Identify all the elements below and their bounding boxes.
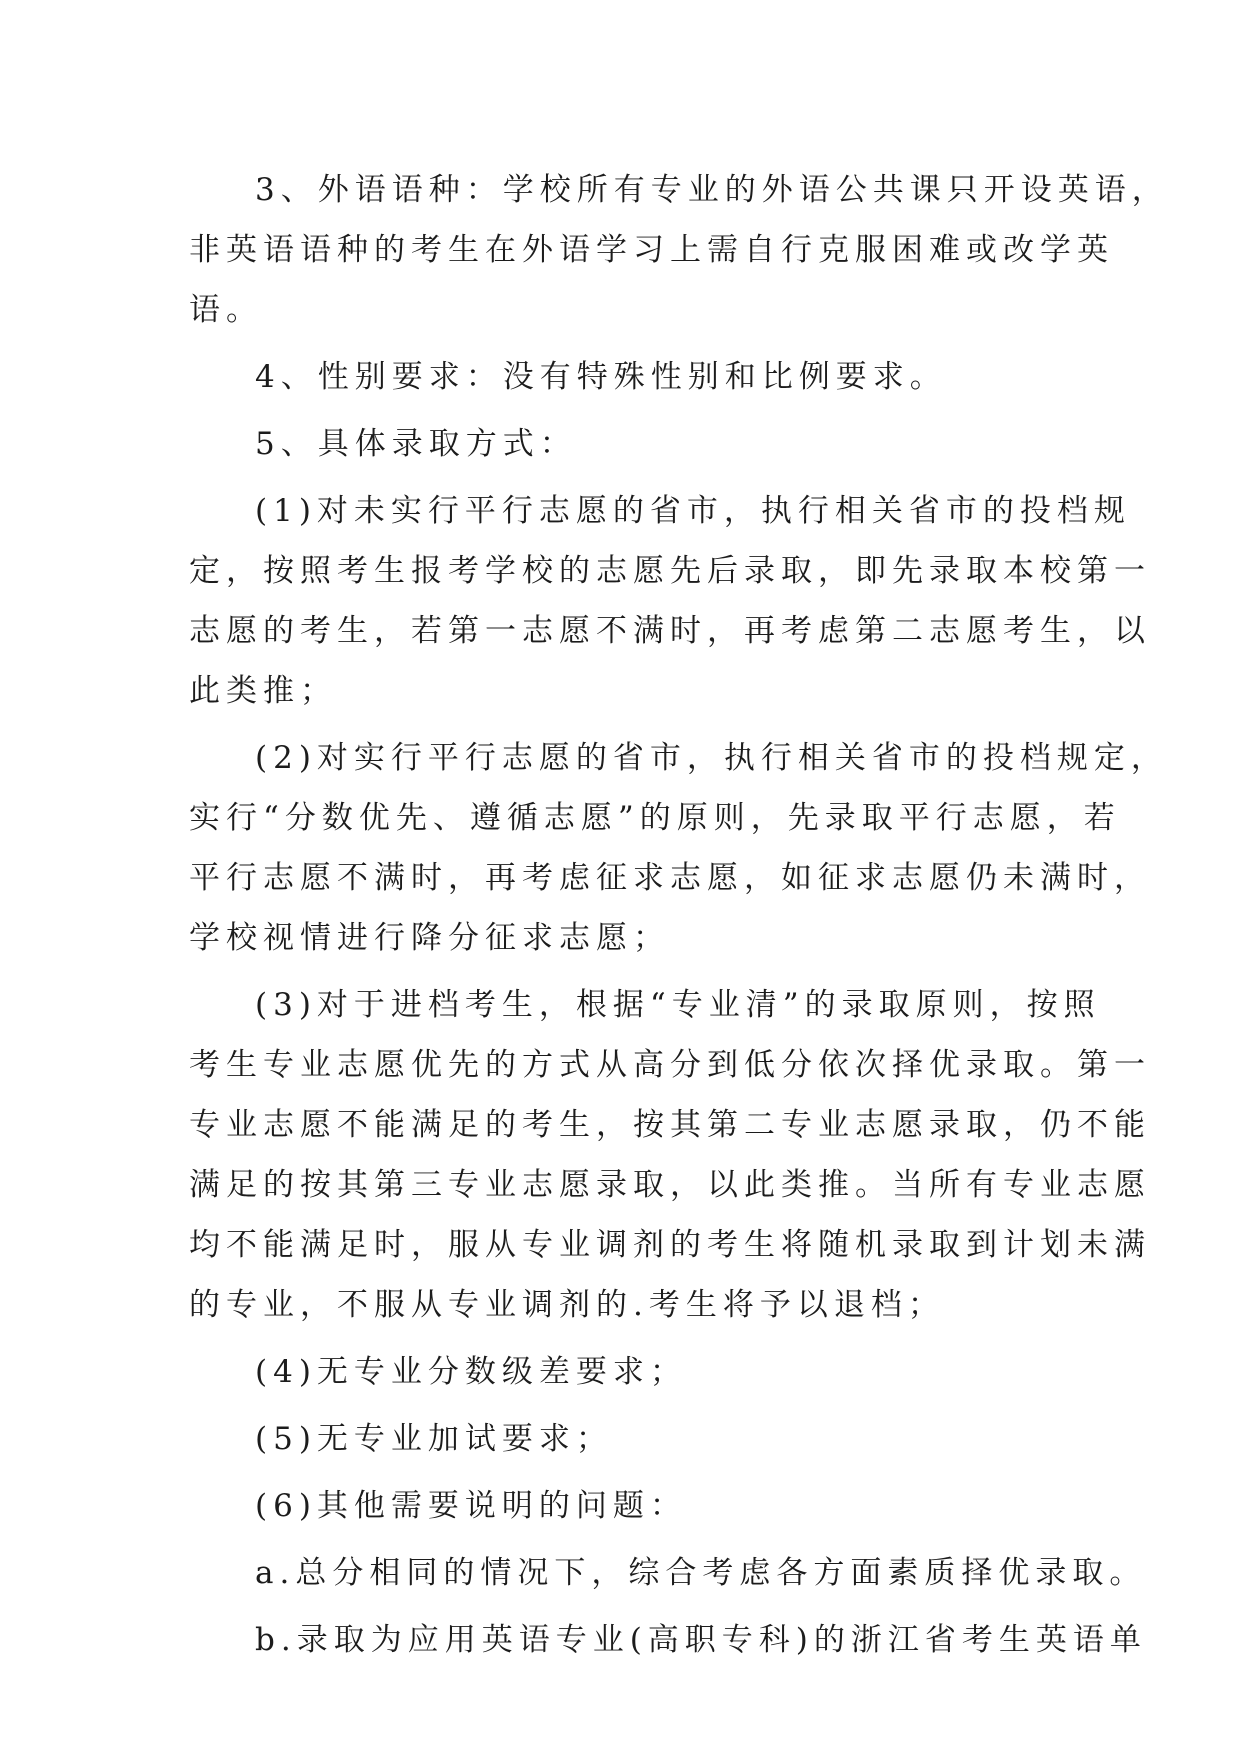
text-line: (4)无专业分数级差要求； bbox=[255, 1354, 687, 1390]
text-line: 均不能满足时，服从专业调剂的考生将随机录取到计划未满 bbox=[189, 1227, 1151, 1263]
text-line: (6)其他需要说明的问题： bbox=[255, 1488, 687, 1524]
paragraph-item-6 bbox=[189, 1476, 1069, 1536]
text-line: 平行志愿不满时，再考虑征求志愿，如征求志愿仍未满时， bbox=[189, 860, 1151, 896]
text-line: 满足的按其第三专业志愿录取，以此类推。当所有专业志愿 bbox=[189, 1167, 1151, 1203]
text-line: 语。 bbox=[189, 292, 263, 328]
paragraph-note-a bbox=[189, 1543, 1147, 1603]
text-line: 4、性别要求：没有特殊性别和比例要求。 bbox=[255, 359, 947, 395]
text-line: 的专业，不服从专业调剂的.考生将予以退档； bbox=[189, 1287, 945, 1323]
text-line: 实行“分数优先、遵循志愿”的原则，先录取平行志愿，若 bbox=[189, 800, 1121, 836]
text-line: 5、具体录取方式： bbox=[255, 426, 577, 462]
text-line: 学校视情进行降分征求志愿； bbox=[189, 920, 670, 956]
text-line: (3)对于进档考生，根据“专业清”的录取原则，按照 bbox=[255, 987, 1101, 1023]
paragraph-item-5 bbox=[189, 1409, 1069, 1469]
text-line: a.总分相同的情况下，综合考虑各方面素质择优录取。 bbox=[255, 1555, 1147, 1591]
text-line: (2)对实行平行志愿的省市，执行相关省市的投档规定， bbox=[255, 740, 1168, 776]
text-line: b.录取为应用英语专业(高职专科)的浙江省考生英语单 bbox=[255, 1622, 1147, 1658]
paragraph-item-3 bbox=[189, 975, 1151, 1335]
paragraph-note-b bbox=[189, 1610, 1147, 1670]
paragraph-item-2 bbox=[189, 728, 1168, 968]
paragraph-item-4 bbox=[189, 1342, 1069, 1402]
text-line: 3、外语语种：学校所有专业的外语公共课只开设英语， bbox=[255, 172, 1169, 208]
text-line: 考生专业志愿优先的方式从高分到低分依次择优录取。第一 bbox=[189, 1047, 1151, 1083]
paragraph-admission-method bbox=[189, 414, 1069, 474]
paragraph-item-1 bbox=[189, 481, 1151, 721]
text-line: 此类推； bbox=[189, 673, 337, 709]
text-line: 专业志愿不能满足的考生，按其第二专业志愿录取，仍不能 bbox=[189, 1107, 1151, 1143]
text-line: (1)对未实行平行志愿的省市，执行相关省市的投档规 bbox=[255, 493, 1131, 529]
document-body bbox=[189, 160, 1169, 1677]
text-line: 定，按照考生报考学校的志愿先后录取，即先录取本校第一 bbox=[189, 553, 1151, 589]
paragraph-foreign-language bbox=[189, 160, 1169, 340]
text-line: 非英语语种的考生在外语学习上需自行克服困难或改学英 bbox=[189, 232, 1114, 268]
text-line: (5)无专业加试要求； bbox=[255, 1421, 613, 1457]
paragraph-gender bbox=[189, 347, 1069, 407]
text-line: 志愿的考生，若第一志愿不满时，再考虑第二志愿考生，以 bbox=[189, 613, 1151, 649]
